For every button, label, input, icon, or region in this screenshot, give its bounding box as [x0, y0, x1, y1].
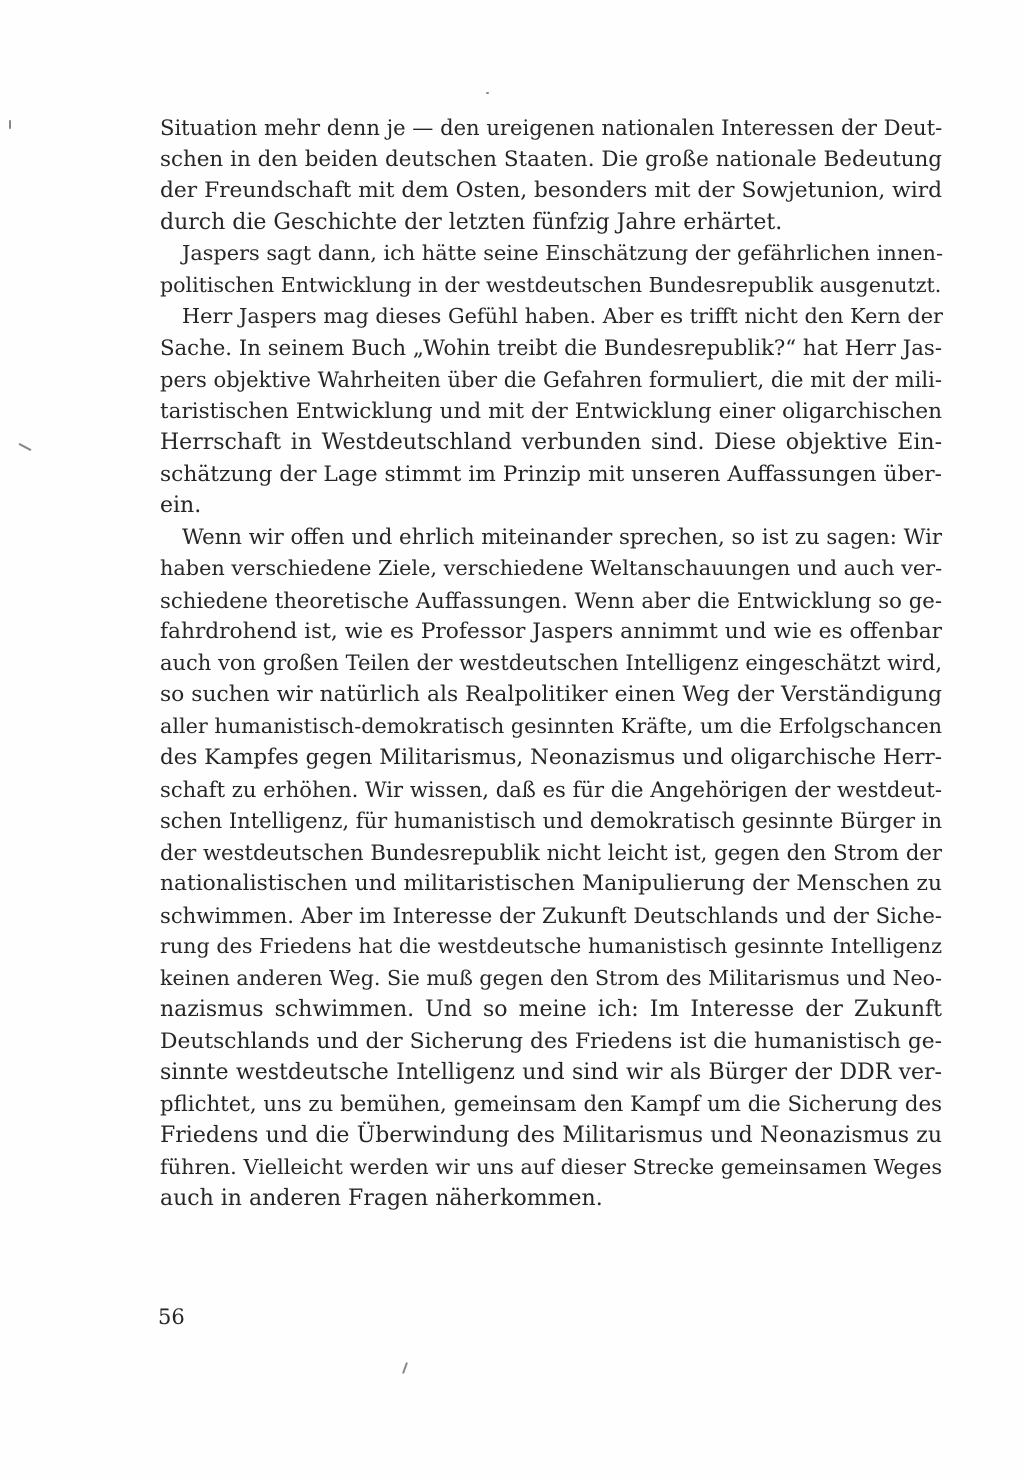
text-line: schiedene theoretische Auffassungen. Wenn aber die Entwicklung so ge- [160, 587, 942, 613]
text-line: auch von großen Teilen der westdeutschen Intelligenz eingeschätzt wird, [160, 650, 942, 675]
text-line: Situation mehr denn je — den ureigenen nationalen Interessen der Deut- [160, 115, 943, 140]
text-line: schaft zu erhöhen. Wir wissen, daß es für die Angehörigen der westdeut- [160, 776, 942, 802]
text-line: nationalistischen und militaristischen Manipulierung der Menschen zu [160, 871, 942, 896]
text-line: Friedens und die Überwindung des Militarismus und Neonazismus zu [160, 1123, 942, 1148]
text-line: schen in den beiden deutschen Staaten. Die große nationale Bedeutung [160, 146, 942, 172]
scan-speck [18, 443, 31, 451]
text-line: ein. [160, 493, 202, 518]
scan-speck [9, 120, 11, 129]
text-line: fahrdrohend ist, wie es Professor Jaspers annimmt und wie es offenbar [160, 619, 942, 644]
text-line: nazismus schwimmen. Und so meine ich: Im Interesse der Zukunft [160, 997, 942, 1022]
text-line: pers objektive Wahrheiten über die Gefahren formuliert, die mit der mili- [160, 367, 942, 392]
page-number: 56 [158, 1305, 185, 1329]
text-line: aller humanistisch-demokratisch gesinnten Kräfte, um die Erfolgschancen [160, 713, 942, 738]
text-line: taristischen Entwicklung und mit der Entwicklung einer oligarchischen [160, 398, 942, 424]
text-line: der Freundschaft mit dem Osten, besonders mit der Sowjetunion, wird [160, 178, 942, 203]
scan-speck [402, 1362, 408, 1374]
text-line: Deutschlands und der Sicherung des Friedens ist die humanistisch ge- [160, 1028, 942, 1054]
text-line: schen Intelligenz, für humanistisch und demokratisch gesinnte Bürger in [160, 808, 943, 833]
text-line: so suchen wir natürlich als Realpolitiker einen Weg der Verständigung [160, 682, 942, 707]
text-line: keinen anderen Weg. Sie muß gegen den Strom des Militarismus und Neo- [160, 965, 942, 990]
text-line: des Kampfes gegen Militarismus, Neonazismus und oligarchische Herr- [160, 745, 942, 770]
text-line: haben verschiedene Ziele, verschiedene Weltanschauungen und auch ver- [160, 556, 943, 580]
scan-speck [486, 92, 489, 94]
text-line: schätzung der Lage stimmt im Prinzip mit unseren Auffassungen über- [160, 461, 942, 487]
text-line: Sache. In seinem Buch „Wohin treibt die Bundesrepublik?“ hat Herr Jas- [160, 335, 942, 361]
text-line: durch die Geschichte der letzten fünfzig Jahre erhärtet. [160, 209, 783, 235]
text-line: politischen Entwicklung in der westdeutschen Bundesrepublik ausgenutzt. [160, 272, 942, 297]
text-line: Jaspers sagt dann, ich hätte seine Einschätzung der gefährlichen innen- [182, 241, 943, 265]
text-line: Herr Jaspers mag dieses Gefühl haben. Aber es trifft nicht den Kern der [182, 304, 943, 328]
text-line: schwimmen. Aber im Interesse der Zukunft Deutschlands und der Siche- [160, 902, 942, 928]
text-line: Herrschaft in Westdeutschland verbunden sind. Diese objektive Ein- [160, 430, 942, 455]
text-line: Wenn wir offen und ehrlich miteinander sprechen, so ist zu sagen: Wir [182, 524, 943, 550]
text-line: pflichtet, uns zu bemühen, gemeinsam den Kampf um die Sicherung des [160, 1091, 942, 1117]
text-line: führen. Vielleicht werden wir uns auf dieser Strecke gemeinsamen Weges [160, 1154, 942, 1179]
text-line: rung des Friedens hat die westdeutsche humanistisch gesinnte Intelligenz [160, 934, 942, 958]
text-line: sinnte westdeutsche Intelligenz und sind wir als Bürger der DDR ver- [160, 1060, 942, 1085]
text-line: der westdeutschen Bundesrepublik nicht leicht ist, gegen den Strom der [160, 839, 942, 865]
body-text [160, 112, 942, 1215]
text-line: auch in anderen Fragen näherkommen. [160, 1186, 603, 1211]
